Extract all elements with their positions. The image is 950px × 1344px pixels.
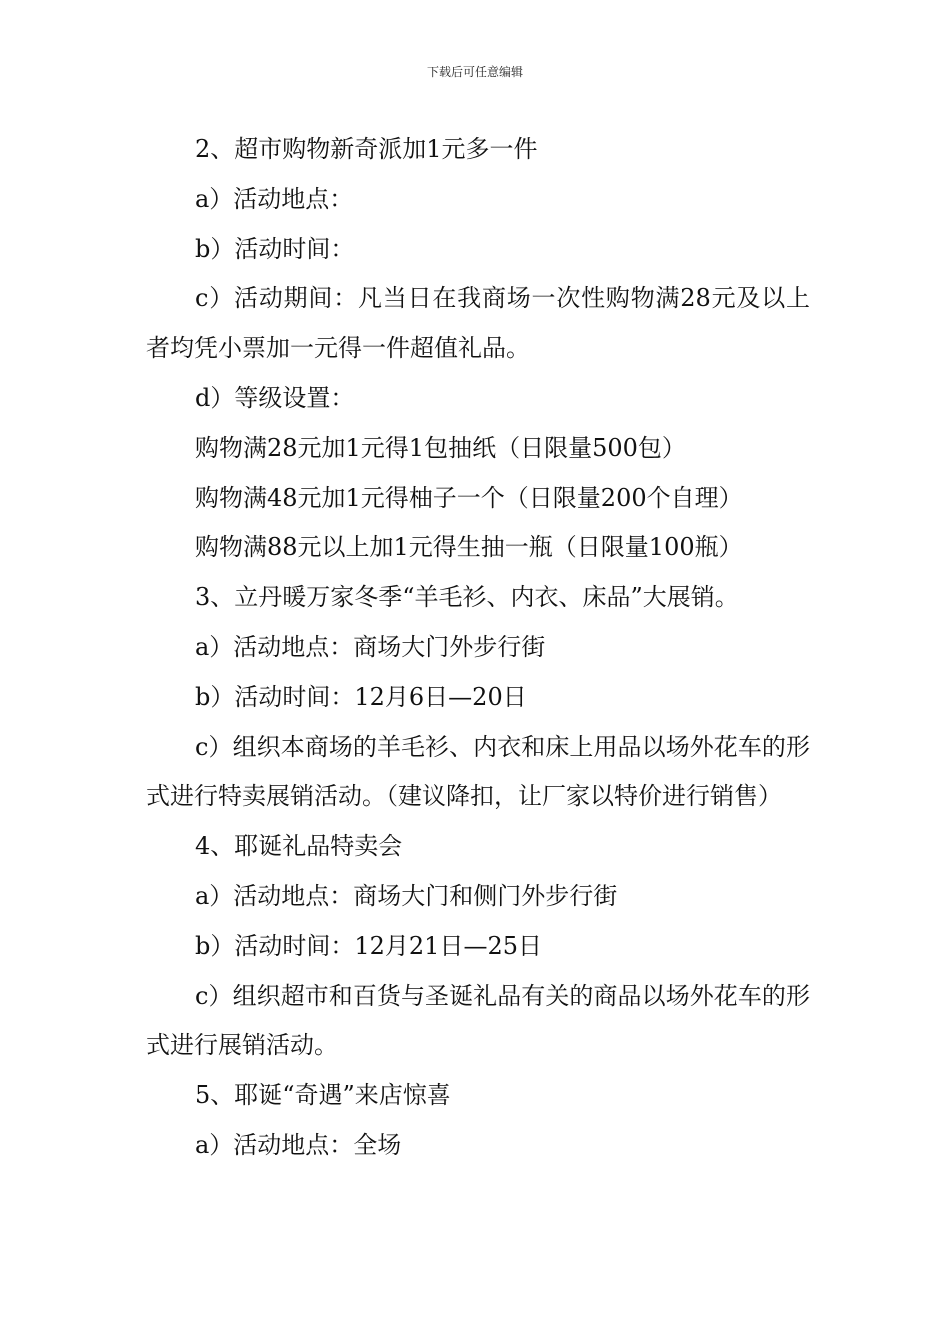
list-item-description: c）组织本商场的羊毛衫、内衣和床上用品以场外花车的形式进行特卖展销活动。（建议降扣，让厂家以特价进行销售） bbox=[146, 732, 810, 811]
list-item-time: b）活动时间：12月21日—25日 bbox=[195, 931, 542, 960]
list-item-location: a）活动地点：全场 bbox=[195, 1130, 402, 1159]
list-item-levels: d）等级设置： bbox=[195, 383, 355, 412]
section-heading-4: 4、耶诞礼品特卖会 bbox=[195, 832, 403, 861]
level-item-88: 购物满88元以上加1元得生抽一瓶（日限量100瓶） bbox=[195, 533, 743, 562]
section-heading-3: 3、立丹暖万家冬季“羊毛衫、内衣、床品”大展销。 bbox=[195, 583, 739, 612]
level-item-28: 购物满28元加1元得1包抽纸（日限量500包） bbox=[195, 433, 686, 462]
section-heading-5: 5、耶诞“奇遇”来店惊喜 bbox=[195, 1081, 451, 1110]
list-item-period: c）活动期间：凡当日在我商场一次性购物满28元及以上者均凭小票加一元得一件超值礼品。 bbox=[146, 284, 810, 363]
page-header: 下载后可任意编辑 bbox=[426, 65, 523, 79]
section-heading-2: 2、超市购物新奇派加1元多一件 bbox=[195, 135, 538, 163]
list-item-location: a）活动地点：商场大门和侧门外步行街 bbox=[195, 881, 618, 910]
level-item-48: 购物满48元加1元得柚子一个（日限量200个自理） bbox=[195, 483, 743, 512]
list-item-location: a）活动地点： bbox=[195, 184, 354, 213]
list-item-time: b）活动时间： bbox=[195, 234, 355, 263]
list-item-location: a）活动地点：商场大门外步行街 bbox=[195, 632, 546, 661]
list-item-time: b）活动时间：12月6日—20日 bbox=[195, 682, 527, 711]
list-item-description: c）组织超市和百货与圣诞礼品有关的商品以场外花车的形式进行展销活动。 bbox=[146, 981, 810, 1060]
document-body bbox=[146, 125, 810, 1171]
